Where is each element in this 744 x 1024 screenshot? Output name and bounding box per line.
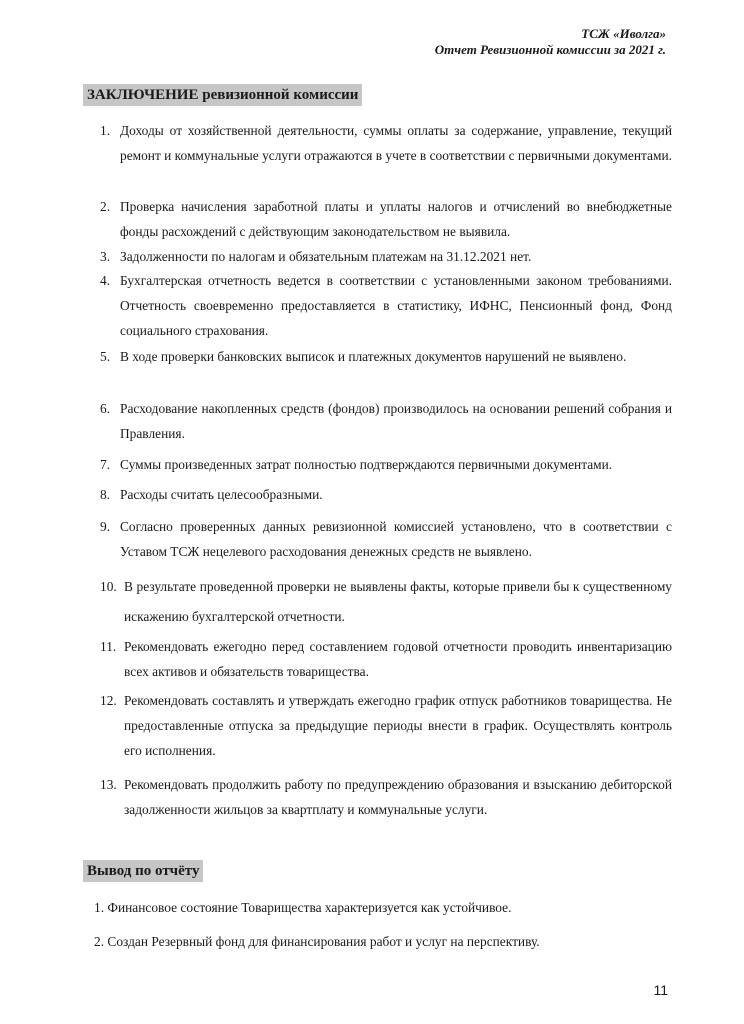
item-number: 2. — [100, 199, 111, 214]
conclusion-item — [100, 344, 672, 369]
conclusion-item — [100, 514, 672, 564]
conclusion-item — [100, 244, 672, 269]
conclusion-item — [100, 268, 672, 343]
conclusion-item — [100, 396, 672, 446]
conclusion-item — [100, 634, 672, 684]
summary-item: 2. Создан Резервный фонд для финансирования работ и услуг на перспективу. — [94, 934, 540, 949]
conclusion-item — [100, 452, 672, 477]
item-number: 6. — [100, 401, 111, 416]
item-text: Бухгалтерская отчетность ведется в соответствии с установленными законом требованиями. Отчетность своевременно предоставляется в статистику, ИФНС, Пенсионный фонд, Фонд социального страхования. — [120, 273, 672, 338]
item-number: 10. — [100, 579, 117, 594]
conclusion-item — [100, 772, 672, 822]
item-text: Проверка начисления заработной платы и уплаты налогов и отчислений во внебюджетные фонды расхождений с действующим законодательством не выявила. — [120, 199, 672, 239]
item-number: 3. — [100, 249, 111, 264]
conclusion-item — [100, 572, 672, 632]
item-text: Рекомендовать составлять и утверждать ежегодно график отпуск работников товарищества. Не предоставленные отпуска за предыдущие периоды внести в график. Осуществлять контроль его исполнения. — [124, 693, 672, 758]
item-text: Суммы произведенных затрат полностью подтверждаются первичными документами. — [120, 457, 613, 472]
item-number: 5. — [100, 349, 111, 364]
item-text: Согласно проверенных данных ревизионной комиссией установлено, что в соответствии с Уставом ТСЖ нецелевого расходования денежных средств не выявлено. — [120, 519, 672, 559]
item-text: Расходы считать целесообразными. — [120, 487, 323, 502]
item-text: Расходование накопленных средств (фондов) производилось на основании решений собрания и Правления. — [120, 401, 672, 441]
item-number: 9. — [100, 519, 111, 534]
page-number: 11 — [653, 982, 668, 998]
item-text: Рекомендовать продолжить работу по предупреждению образования и взысканию дебиторской задолженности жильцов за квартплату и коммунальные услуги. — [124, 777, 672, 817]
header-org: ТСЖ «Иволга» — [581, 26, 666, 41]
header-report-title: Отчет Ревизионной комиссии за 2021 г. — [434, 42, 666, 57]
conclusion-item — [100, 482, 672, 507]
conclusion-item — [100, 118, 672, 168]
item-text: В результате проведенной проверки не выявлены факты, которые привели бы к существенному искажению бухгалтерской отчетности. — [124, 579, 672, 624]
conclusion-heading: ЗАКЛЮЧЕНИЕ ревизионной комиссии — [83, 84, 362, 106]
item-number: 12. — [100, 693, 117, 708]
item-number: 1. — [100, 123, 111, 138]
conclusion-item — [100, 194, 672, 244]
summary-heading: Вывод по отчёту — [83, 860, 203, 882]
item-text: Рекомендовать ежегодно перед составлением годовой отчетности проводить инвентаризацию всех активов и обязательств товарищества. — [124, 639, 672, 679]
item-number: 13. — [100, 777, 117, 792]
summary-item: 1. Финансовое состояние Товарищества характеризуется как устойчивое. — [94, 900, 512, 915]
conclusion-item — [100, 688, 672, 763]
item-number: 7. — [100, 457, 111, 472]
item-number: 11. — [100, 639, 117, 654]
item-number: 8. — [100, 487, 111, 502]
page-header — [435, 26, 666, 58]
item-text: Задолженности по налогам и обязательным платежам на 31.12.2021 нет. — [120, 249, 532, 264]
item-text: Доходы от хозяйственной деятельности, суммы оплаты за содержание, управление, текущий ремонт и коммунальные услуги отражаются в учете в соответствии с первичными документами. — [120, 123, 672, 163]
item-number: 4. — [100, 273, 111, 288]
item-text: В ходе проверки банковских выписок и платежных документов нарушений не выявлено. — [120, 349, 627, 364]
